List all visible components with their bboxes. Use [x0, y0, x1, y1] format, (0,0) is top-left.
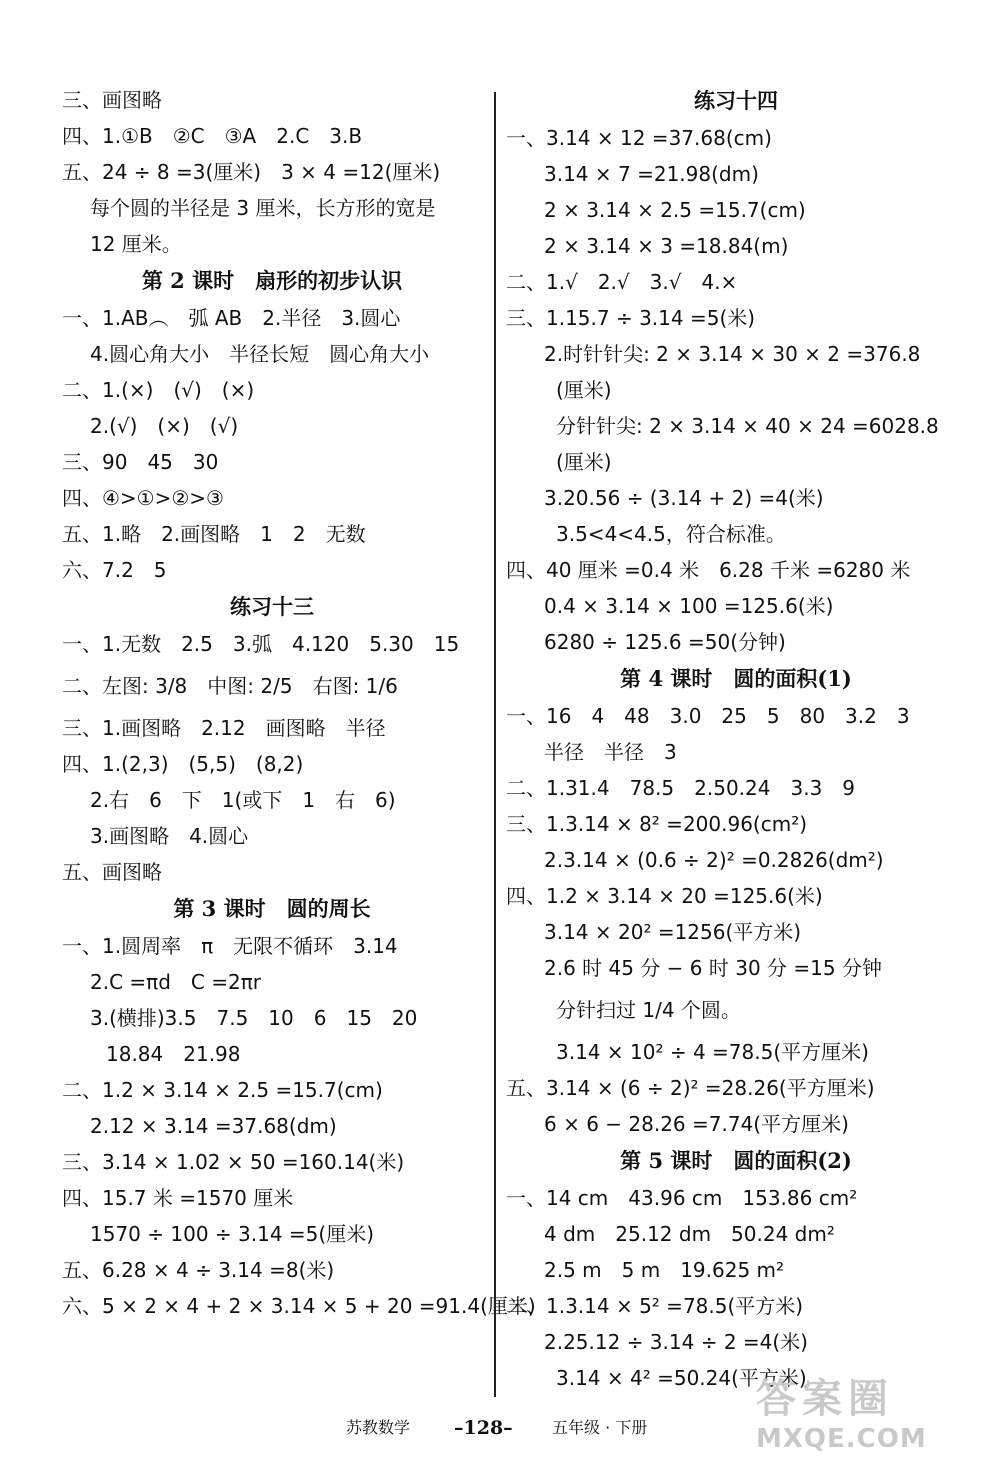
answer-line: 一、16 4 48 3.0 25 5 80 3.2 3: [506, 704, 910, 728]
answer-line: 六、7.2 5: [62, 558, 167, 582]
answer-line: 二、1.(×) (√) (×): [62, 378, 255, 402]
footer-grade: 五年级 · 下册: [552, 1418, 648, 1437]
answer-line: 二、左图: 3/8 中图: 2/5 右图: 1/6: [62, 674, 398, 698]
answer-line: 四、15.7 米 =1570 厘米: [62, 1186, 294, 1210]
answer-line: 五、画图略: [62, 860, 162, 884]
answer-line: 12 厘米。: [90, 232, 182, 256]
answer-line: 一、1.无数 2.5 3.弧 4.120 5.30 15: [62, 632, 460, 656]
answer-line: 2 × 3.14 × 3 =18.84(m): [544, 234, 789, 258]
answer-line: 分针扫过 1/4 个圆。: [556, 998, 741, 1022]
answer-line: 半径 半径 3: [544, 740, 677, 764]
answer-line: 三、1.3.14 × 8² =200.96(cm²): [506, 812, 808, 836]
section-heading: 练习十三: [230, 594, 314, 619]
answer-line: 2.5 m 5 m 19.625 m²: [544, 1258, 785, 1282]
answer-line: 分针针尖: 2 × 3.14 × 40 × 24 =6028.8: [556, 414, 939, 438]
answer-line: 2.6 时 45 分 − 6 时 30 分 =15 分钟: [544, 956, 882, 980]
answer-line: 三、1.15.7 ÷ 3.14 =5(米): [506, 306, 756, 330]
answer-line: 2.25.12 ÷ 3.14 ÷ 2 =4(米): [544, 1330, 808, 1354]
answer-line: 三、3.14 × 1.02 × 50 =160.14(米): [62, 1150, 405, 1174]
answer-line: 2.C =πd C =2πr: [90, 970, 261, 994]
answer-line: 3.5<4<4.5，符合标准。: [556, 522, 786, 546]
answer-line: 3.14 × 10² ÷ 4 =78.5(平方厘米): [556, 1040, 869, 1064]
answer-line: 3.画图略 4.圆心: [90, 824, 249, 848]
section-heading: 第 5 课时 圆的面积(2): [620, 1148, 852, 1173]
answer-line: 一、1.AB︵ 弧 AB 2.半径 3.圆心: [62, 306, 401, 330]
answer-line: 五、24 ÷ 8 =3(厘米) 3 × 4 =12(厘米): [62, 160, 441, 184]
answer-line: 6 × 6 − 28.26 =7.74(平方厘米): [544, 1112, 849, 1136]
watermark-text-bottom: MXQE.COM: [756, 1424, 927, 1454]
column-divider: [494, 92, 496, 1397]
answer-line: 一、3.14 × 12 =37.68(cm): [506, 126, 772, 150]
section-heading: 练习十四: [694, 88, 778, 113]
page-number: –128–: [454, 1417, 513, 1439]
answer-line: 三、90 45 30: [62, 450, 219, 474]
answer-line: (厘米): [556, 378, 612, 402]
section-heading: 第 3 课时 圆的周长: [173, 896, 371, 921]
answer-line: 四、40 厘米 =0.4 米 6.28 千米 =6280 米: [506, 558, 911, 582]
answer-line: (厘米): [556, 450, 612, 474]
answer-line: 3.14 × 7 =21.98(dm): [544, 162, 759, 186]
answer-line: 2.3.14 × (0.6 ÷ 2)² =0.2826(dm²): [544, 848, 884, 872]
answer-line: 3.14 × 20² =1256(平方米): [544, 920, 802, 944]
answer-line: 四、1.①B ②C ③A 2.C 3.B: [62, 124, 363, 148]
left-answer-column: [62, 82, 536, 1324]
answer-line: 3.(横排)3.5 7.5 10 6 15 20: [90, 1006, 418, 1030]
answer-line: 四、1.2 × 3.14 × 20 =125.6(米): [506, 884, 823, 908]
answer-line: 五、1.略 2.画图略 1 2 无数: [62, 522, 366, 546]
answer-line: 二、1.31.4 78.5 2.50.24 3.3 9: [506, 776, 856, 800]
section-heading: 第 2 课时 扇形的初步认识: [141, 268, 403, 293]
answer-line: 二、1.√ 2.√ 3.√ 4.×: [506, 270, 738, 294]
answer-line: 每个圆的半径是 3 厘米，长方形的宽是: [90, 196, 436, 220]
answer-line: 四、④>①>②>③: [62, 486, 224, 510]
answer-line: 五、6.28 × 4 ÷ 3.14 =8(米): [62, 1258, 335, 1282]
answer-line: 六、5 × 2 × 4 + 2 × 3.14 × 5 + 20 =91.4(厘米): [62, 1294, 536, 1318]
answer-line: 1570 ÷ 100 ÷ 3.14 =5(厘米): [90, 1222, 374, 1246]
answer-line: 一、1.圆周率 π 无限不循环 3.14: [62, 934, 398, 958]
answer-line: 6280 ÷ 125.6 =50(分钟): [544, 630, 786, 654]
section-heading: 第 4 课时 圆的面积(1): [620, 666, 852, 691]
answer-line: 一、14 cm 43.96 cm 153.86 cm²: [506, 1186, 858, 1210]
answer-line: 三、1.画图略 2.12 画图略 半径: [62, 716, 386, 740]
answer-line: 4 dm 25.12 dm 50.24 dm²: [544, 1222, 835, 1246]
right-answer-column: [506, 82, 966, 1396]
answer-line: 3.20.56 ÷ (3.14 + 2) =4(米): [544, 486, 824, 510]
answer-line: 四、1.(2,3) (5,5) (8,2): [62, 752, 304, 776]
answer-line: 2.12 × 3.14 =37.68(dm): [90, 1114, 337, 1138]
footer-subject: 苏教数学: [346, 1418, 411, 1437]
answer-line: 2.时针针尖: 2 × 3.14 × 30 × 2 =376.8: [544, 342, 921, 366]
answer-line: 二、1.3.14 × 5² =78.5(平方米): [506, 1294, 804, 1318]
answer-line: 3.14 × 4² =50.24(平方米): [556, 1366, 807, 1390]
watermark-text-top: 答案圈: [756, 1375, 894, 1422]
answer-line: 0.4 × 3.14 × 100 =125.6(米): [544, 594, 834, 618]
answer-line: 2.(√) (×) (√): [90, 414, 239, 438]
answer-line: 五、3.14 × (6 ÷ 2)² =28.26(平方厘米): [506, 1076, 875, 1100]
answer-line: 二、1.2 × 3.14 × 2.5 =15.7(cm): [62, 1078, 383, 1102]
watermark-logo: [756, 1376, 988, 1464]
answer-line: 18.84 21.98: [106, 1042, 241, 1066]
answer-line: 4.圆心角大小 半径长短 圆心角大小: [90, 342, 430, 366]
answer-line: 2.右 6 下 1(或下 1 右 6): [90, 788, 396, 812]
answer-line: 三、画图略: [62, 88, 162, 112]
answer-line: 2 × 3.14 × 2.5 =15.7(cm): [544, 198, 806, 222]
